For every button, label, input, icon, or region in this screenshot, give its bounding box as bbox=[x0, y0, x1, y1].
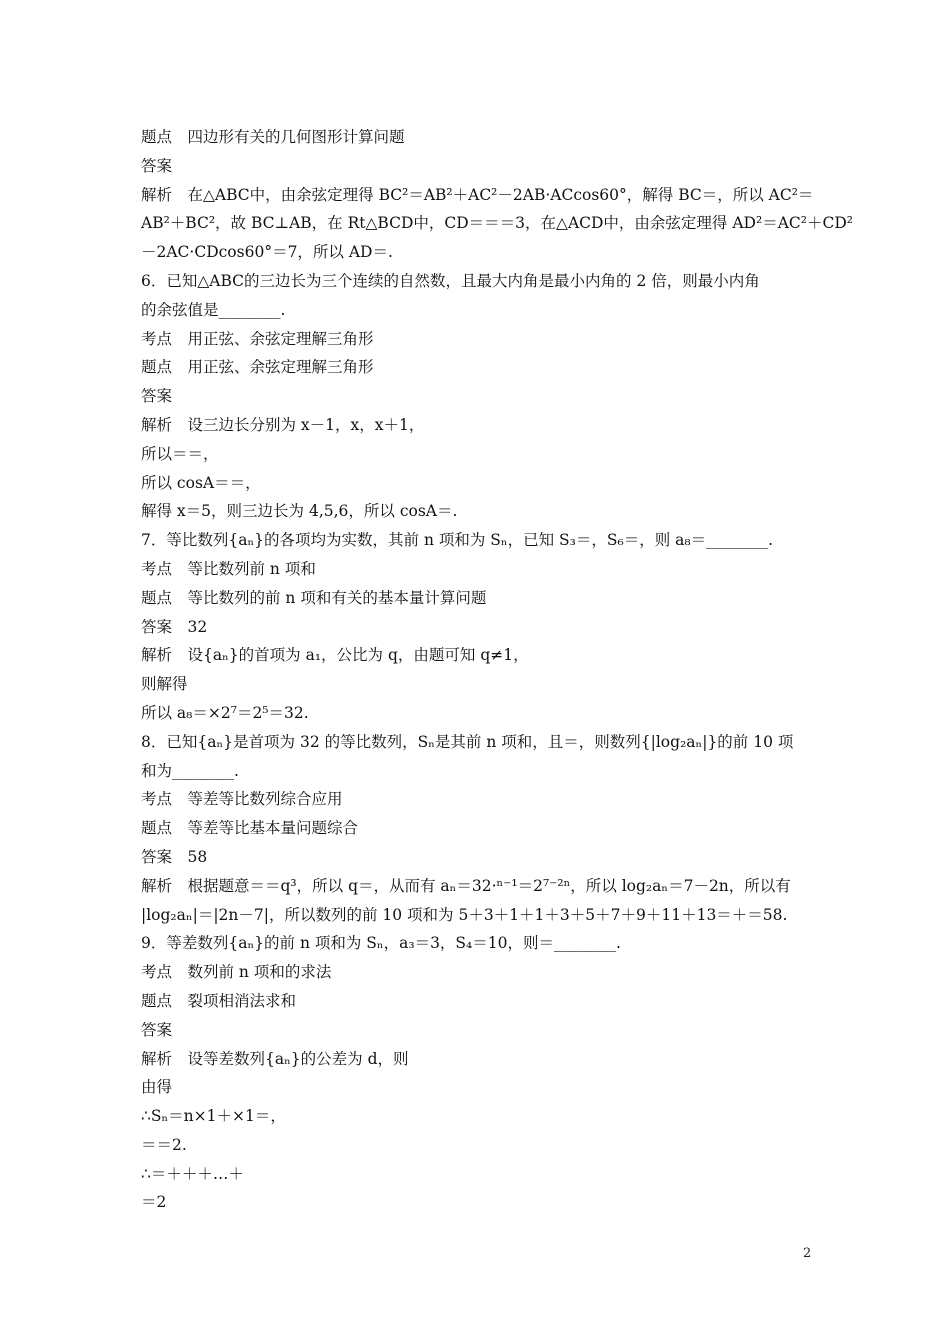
text-line: 题点 等比数列的前 n 项和有关的基本量计算问题 bbox=[141, 588, 487, 607]
document-body bbox=[141, 123, 853, 1217]
text-line: 所以 a₈＝×2⁷＝2⁵＝32. bbox=[141, 703, 309, 722]
text-line: 和为________. bbox=[141, 761, 239, 780]
text-line: ∴Sₙ＝n×1＋×1＝， bbox=[141, 1107, 286, 1126]
text-line: 解析 设三边长分别为 x－1，x，x＋1， bbox=[141, 415, 425, 434]
text-line: 解析 设等差数列{aₙ}的公差为 d，则 bbox=[141, 1049, 409, 1068]
text-line: 答案 58 bbox=[141, 847, 208, 866]
text-line: －2AC·CDcos60°＝7，所以 AD＝. bbox=[141, 243, 393, 262]
question-9: 9．等差数列{aₙ}的前 n 项和为 Sₙ，a₃＝3，S₄＝10，则＝________. bbox=[141, 934, 621, 953]
text-line: AB²＋BC²，故 BC⊥AB，在 Rt△BCD中，CD＝＝＝3，在△ACD中，由余弦定理得 AD²＝AC²＋CD² bbox=[141, 214, 853, 233]
text-line: 题点 裂项相消法求和 bbox=[141, 991, 297, 1010]
text-line: 题点 用正弦、余弦定理解三角形 bbox=[141, 358, 374, 377]
question-6: 6．已知△ABC的三边长为三个连续的自然数，且最大内角是最小内角的 2 倍，则最小内角 bbox=[141, 271, 760, 290]
text-line: 答案 bbox=[141, 1020, 173, 1039]
text-line: 解析 根据题意＝＝q³，所以 q＝，从而有 aₙ＝32·ⁿ⁻¹＝2⁷⁻²ⁿ，所以 log₂aₙ＝7－2n，所以有 bbox=[141, 876, 791, 895]
text-line: 题点 等差等比基本量问题综合 bbox=[141, 819, 359, 838]
text-line: 所以＝＝， bbox=[141, 444, 219, 463]
page-number: 2 bbox=[803, 1246, 812, 1261]
text-line: 解析 在△ABC中，由余弦定理得 BC²＝AB²＋AC²－2AB·ACcos60°，解得 BC＝，所以 AC²＝ bbox=[141, 185, 814, 204]
text-line: 解析 设{aₙ}的首项为 a₁，公比为 q，由题可知 q≠1， bbox=[141, 646, 529, 665]
text-line: 答案 bbox=[141, 156, 173, 175]
text-line: 考点 数列前 n 项和的求法 bbox=[141, 963, 332, 982]
text-line: 考点 用正弦、余弦定理解三角形 bbox=[141, 329, 374, 348]
text-line: |log₂aₙ|＝|2n－7|，所以数列的前 10 项和为 5＋3＋1＋1＋3＋5＋7＋9＋11＋13＝＋＝58. bbox=[141, 905, 788, 924]
text-line: 由得 bbox=[141, 1078, 173, 1097]
text-line: 所以 cosA＝＝， bbox=[141, 473, 261, 492]
question-8: 8．已知{aₙ}是首项为 32 的等比数列，Sₙ是其前 n 项和，且＝，则数列{|log₂aₙ|}的前 10 项 bbox=[141, 732, 794, 751]
text-line: ＝2 bbox=[141, 1193, 167, 1212]
text-line: 的余弦值是________. bbox=[141, 300, 286, 319]
text-line: 考点 等差等比数列综合应用 bbox=[141, 790, 343, 809]
text-line: 答案 32 bbox=[141, 617, 208, 636]
question-7: 7．等比数列{aₙ}的各项均为实数，其前 n 项和为 Sₙ，已知 S₃＝，S₆＝，则 a₈＝________. bbox=[141, 531, 774, 550]
text-line: 考点 等比数列前 n 项和 bbox=[141, 559, 316, 578]
text-line: 解得 x＝5，则三边长为 4,5,6，所以 cosA＝. bbox=[141, 502, 458, 521]
text-line: 答案 bbox=[141, 387, 173, 406]
text-line: 题点 四边形有关的几何图形计算问题 bbox=[141, 128, 405, 146]
text-line: ＝＝2. bbox=[141, 1135, 187, 1154]
text-line: ∴＝＋＋＋…＋ bbox=[141, 1164, 244, 1183]
text-line: 则解得 bbox=[141, 675, 188, 694]
